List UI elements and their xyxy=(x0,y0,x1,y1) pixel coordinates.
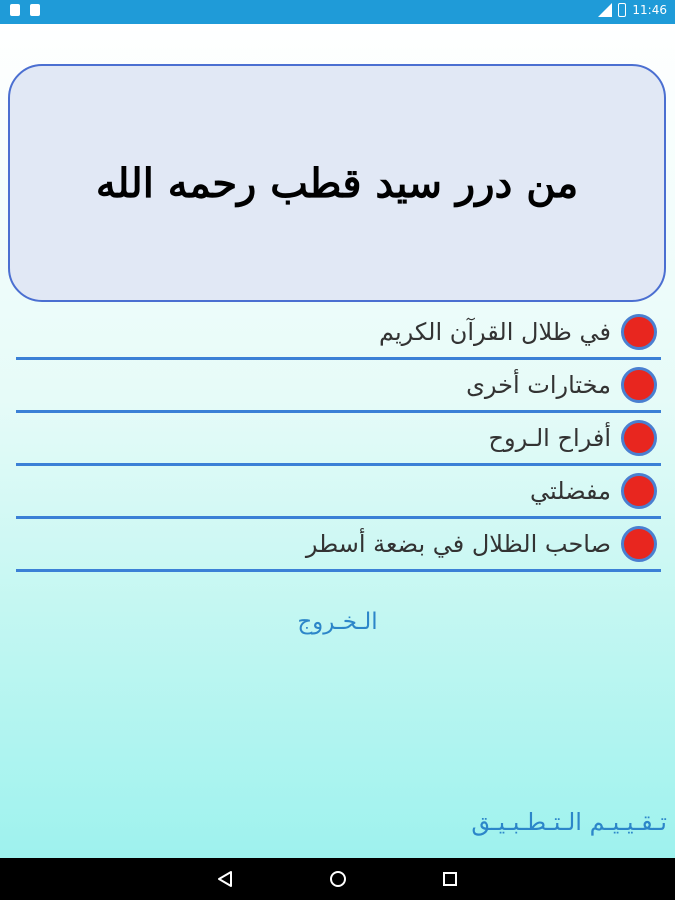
bullet-dot-icon xyxy=(621,314,657,350)
exit-button[interactable]: الـخـروج xyxy=(297,609,378,635)
notification-icons xyxy=(10,4,40,16)
recent-apps-icon[interactable] xyxy=(442,871,458,887)
home-icon[interactable] xyxy=(329,870,347,888)
bullet-dot-icon xyxy=(621,473,657,509)
menu-item-favorites[interactable] xyxy=(16,466,661,519)
menu-item-label: مفضلتي xyxy=(530,477,611,505)
battery-icon xyxy=(618,3,626,17)
bullet-dot-icon xyxy=(621,420,657,456)
back-icon[interactable] xyxy=(216,870,234,888)
bullet-dot-icon xyxy=(621,367,657,403)
menu-item-author-bio[interactable] xyxy=(16,519,661,572)
menu-item-label: أفراح الـروح xyxy=(488,424,611,452)
app-notification-icon xyxy=(10,4,20,16)
menu-item-other-selections[interactable] xyxy=(16,360,661,413)
menu-item-label: صاحب الظلال في بضعة أسطر xyxy=(305,530,611,558)
rate-app-button[interactable]: تـقـيـيـم الـتـطـبـيـق xyxy=(471,808,667,836)
status-bar xyxy=(0,0,675,24)
app-screen xyxy=(0,24,675,858)
bullet-dot-icon xyxy=(621,526,657,562)
status-time: 11:46 xyxy=(632,3,667,17)
sd-card-icon xyxy=(30,4,40,16)
page-title: من درر سيد قطب رحمه الله xyxy=(95,159,579,207)
signal-icon xyxy=(598,3,612,17)
menu-item-fi-zilal[interactable] xyxy=(16,307,661,360)
status-indicators xyxy=(598,3,667,17)
menu-item-label: مختارات أخرى xyxy=(466,371,611,399)
title-card xyxy=(8,64,666,302)
menu-item-afrah-al-rooh[interactable] xyxy=(16,413,661,466)
menu-item-label: في ظلال القرآن الكريم xyxy=(378,318,611,346)
navigation-bar xyxy=(0,858,675,900)
main-menu xyxy=(16,307,661,572)
